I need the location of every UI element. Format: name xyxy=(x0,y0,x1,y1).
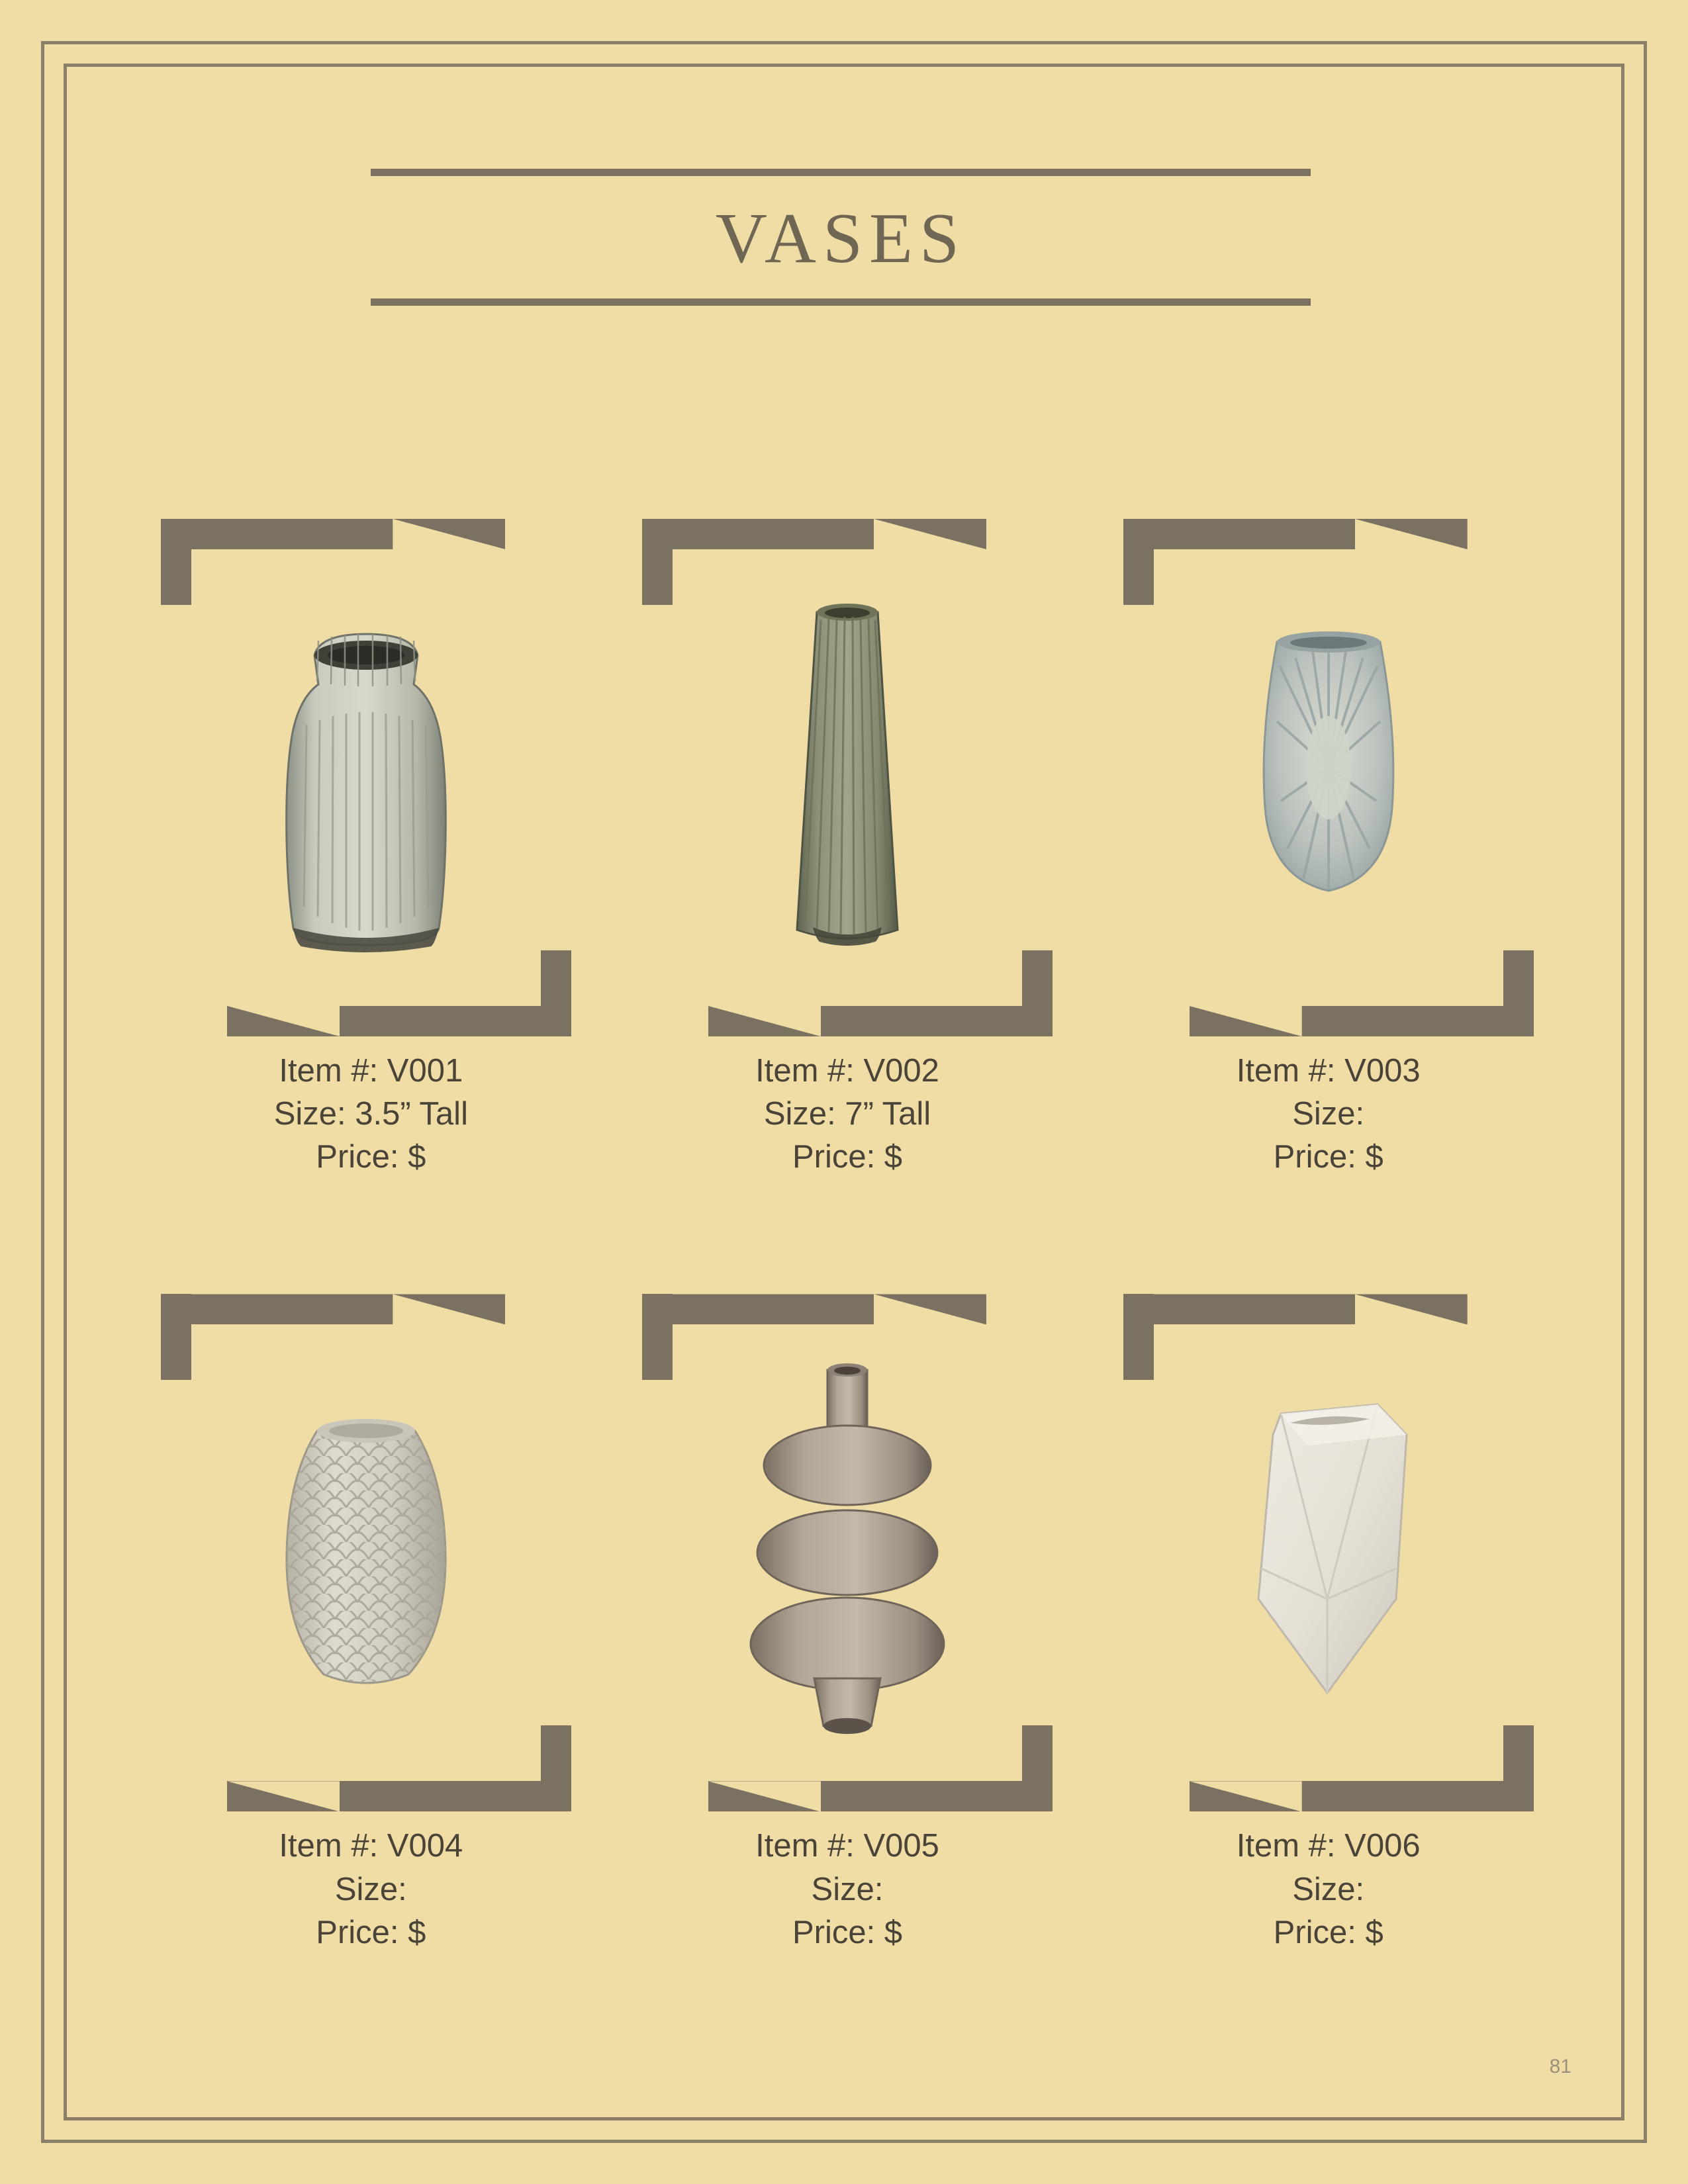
product-image-v006 xyxy=(1123,1324,1534,1781)
pinecone-textured-vase-icon xyxy=(234,1387,498,1718)
product-row xyxy=(126,1285,1569,1954)
item-number: Item #: V001 xyxy=(279,1053,463,1089)
title-rule-bottom xyxy=(371,298,1311,306)
item-size: Size: xyxy=(1292,1871,1365,1907)
sunburst-fan-vase-icon xyxy=(1216,602,1441,953)
item-price: Price: $ xyxy=(1273,1914,1383,1950)
item-size: Size: xyxy=(1292,1096,1365,1132)
ribbed-bottle-vase-icon xyxy=(240,589,492,966)
product-caption xyxy=(607,1050,1088,1179)
image-frame xyxy=(161,1285,571,1821)
page-title: VASES xyxy=(715,199,966,278)
product-image-v005 xyxy=(642,1324,1053,1781)
item-price: Price: $ xyxy=(316,1914,426,1950)
item-price: Price: $ xyxy=(792,1914,903,1950)
image-frame xyxy=(161,510,571,1046)
product-image-v003 xyxy=(1123,549,1534,1006)
product-image-v001 xyxy=(161,549,571,1006)
item-number: Item #: V005 xyxy=(755,1828,939,1864)
item-price: Price: $ xyxy=(792,1139,903,1175)
item-price: Price: $ xyxy=(1273,1139,1383,1175)
product-caption xyxy=(607,1825,1088,1954)
item-number: Item #: V004 xyxy=(279,1828,463,1864)
product-row xyxy=(126,510,1569,1179)
item-size: Size: xyxy=(334,1871,407,1907)
page-number: 81 xyxy=(1549,2056,1571,2077)
product-cell-v004[interactable] xyxy=(126,1285,607,1954)
product-cell-v005[interactable] xyxy=(607,1285,1088,1954)
product-cell-v003[interactable] xyxy=(1088,510,1569,1179)
item-size: Size: 7” Tall xyxy=(763,1096,931,1132)
product-cell-v001[interactable] xyxy=(126,510,607,1179)
item-price: Price: $ xyxy=(316,1139,426,1175)
title-rule-top xyxy=(371,169,1311,176)
item-number: Item #: V006 xyxy=(1236,1828,1421,1864)
faceted-geometric-vase-icon xyxy=(1216,1387,1441,1718)
product-image-v002 xyxy=(642,549,1053,1006)
item-number: Item #: V002 xyxy=(755,1053,939,1089)
item-size: Size: xyxy=(811,1871,884,1907)
item-number: Item #: V003 xyxy=(1236,1053,1421,1089)
product-caption xyxy=(126,1825,607,1954)
product-cell-v006[interactable] xyxy=(1088,1285,1569,1954)
item-size: Size: 3.5” Tall xyxy=(273,1096,468,1132)
product-grid xyxy=(126,510,1569,1954)
product-cell-v002[interactable] xyxy=(607,510,1088,1179)
image-frame xyxy=(1123,510,1534,1046)
image-frame xyxy=(642,1285,1053,1821)
product-image-v004 xyxy=(161,1324,571,1781)
image-frame xyxy=(1123,1285,1534,1821)
page-title-block xyxy=(371,169,1311,306)
product-caption xyxy=(1088,1050,1569,1179)
product-caption xyxy=(126,1050,607,1179)
stacked-ring-vase-icon xyxy=(735,1347,960,1758)
image-frame xyxy=(642,510,1053,1046)
product-caption xyxy=(1088,1825,1569,1954)
tall-fluted-cylinder-vase-icon xyxy=(748,586,947,970)
